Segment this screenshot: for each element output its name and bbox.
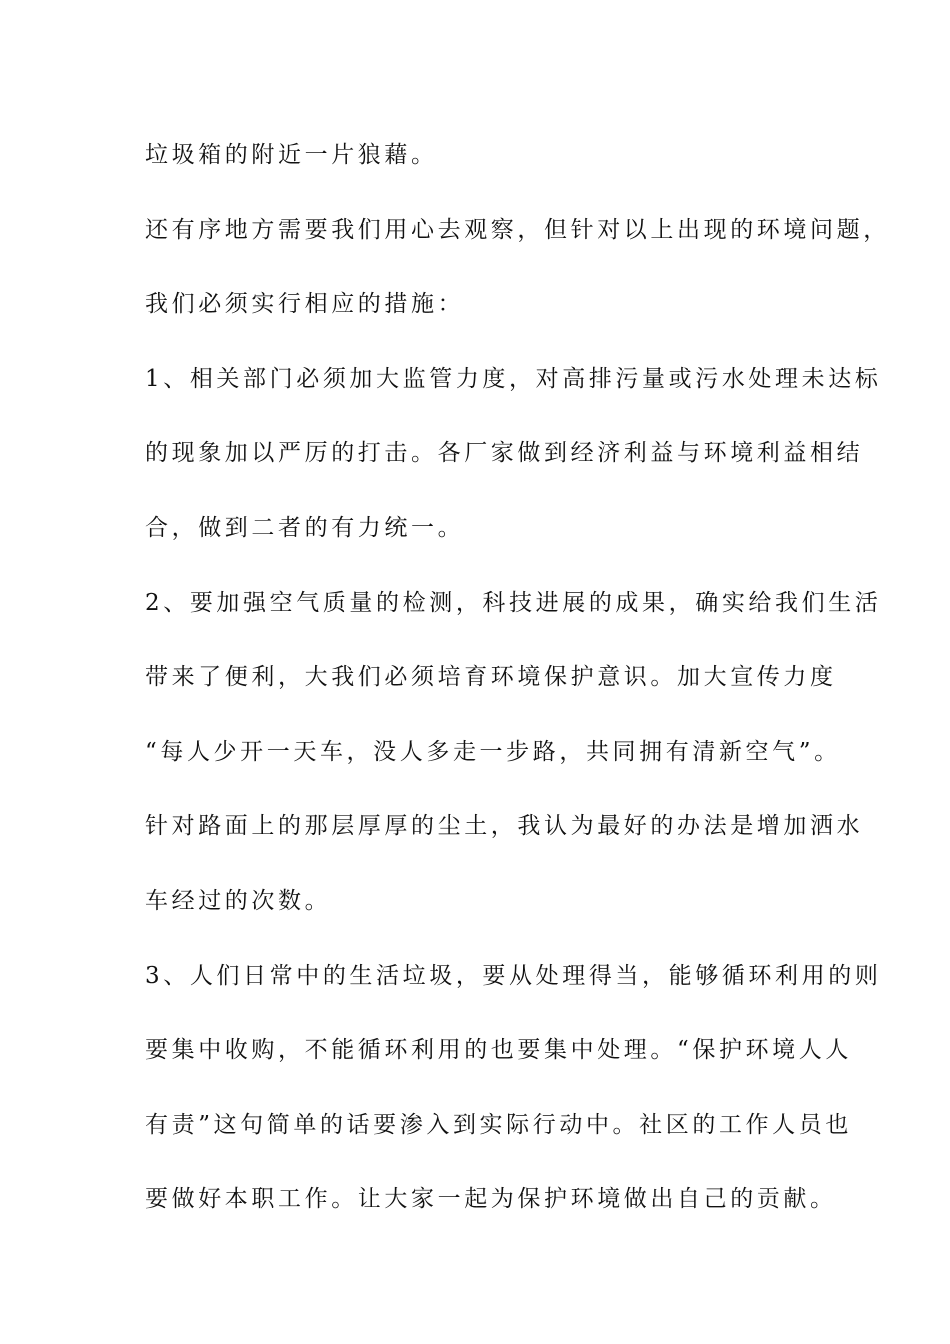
text-line-11: 车经过的次数。: [145, 887, 332, 914]
text-line-6: 合，做到二者的有力统一。: [145, 514, 465, 541]
text-line-15: 要做好本职工作。让大家一起为保护环境做出自己的贡献。: [145, 1186, 837, 1213]
text-line-1: 垃圾箱的附近一片狼藉。: [145, 142, 438, 168]
text-line-2: 还有序地方需要我们用心去观察，但针对以上出现的环境问题，: [145, 216, 890, 243]
text-line-10: 针对路面上的那层厚厚的尘土，我认为最好的办法是增加洒水: [145, 813, 864, 840]
text-line-8: 带来了便利，大我们必须培育环境保护意识。加大宣传力度: [145, 664, 837, 691]
text-line-13: 要集中收购，不能循环利用的也要集中处理。“保护环境人人: [145, 1037, 852, 1064]
text-line-3: 我们必须实行相应的措施：: [145, 291, 465, 318]
document-body: [145, 134, 890, 1253]
text-line-12: 3、人们日常中的生活垃圾，要从处理得当，能够循环利用的则: [145, 962, 882, 989]
text-line-4: 1、相关部门必须加大监管力度，对高排污量或污水处理未达标: [145, 365, 882, 392]
text-line-14: 有责”这句简单的话要渗入到实际行动中。社区的工作人员也: [145, 1111, 852, 1138]
text-line-5: 的现象加以严厉的打击。各厂家做到经济利益与环境利益相结: [145, 440, 864, 467]
text-line-7: 2、要加强空气质量的检测，科技进展的成果，确实给我们生活: [145, 589, 882, 616]
text-line-9: “每人少开一天车，没人多走一步路，共同拥有清新空气”。: [145, 738, 841, 765]
